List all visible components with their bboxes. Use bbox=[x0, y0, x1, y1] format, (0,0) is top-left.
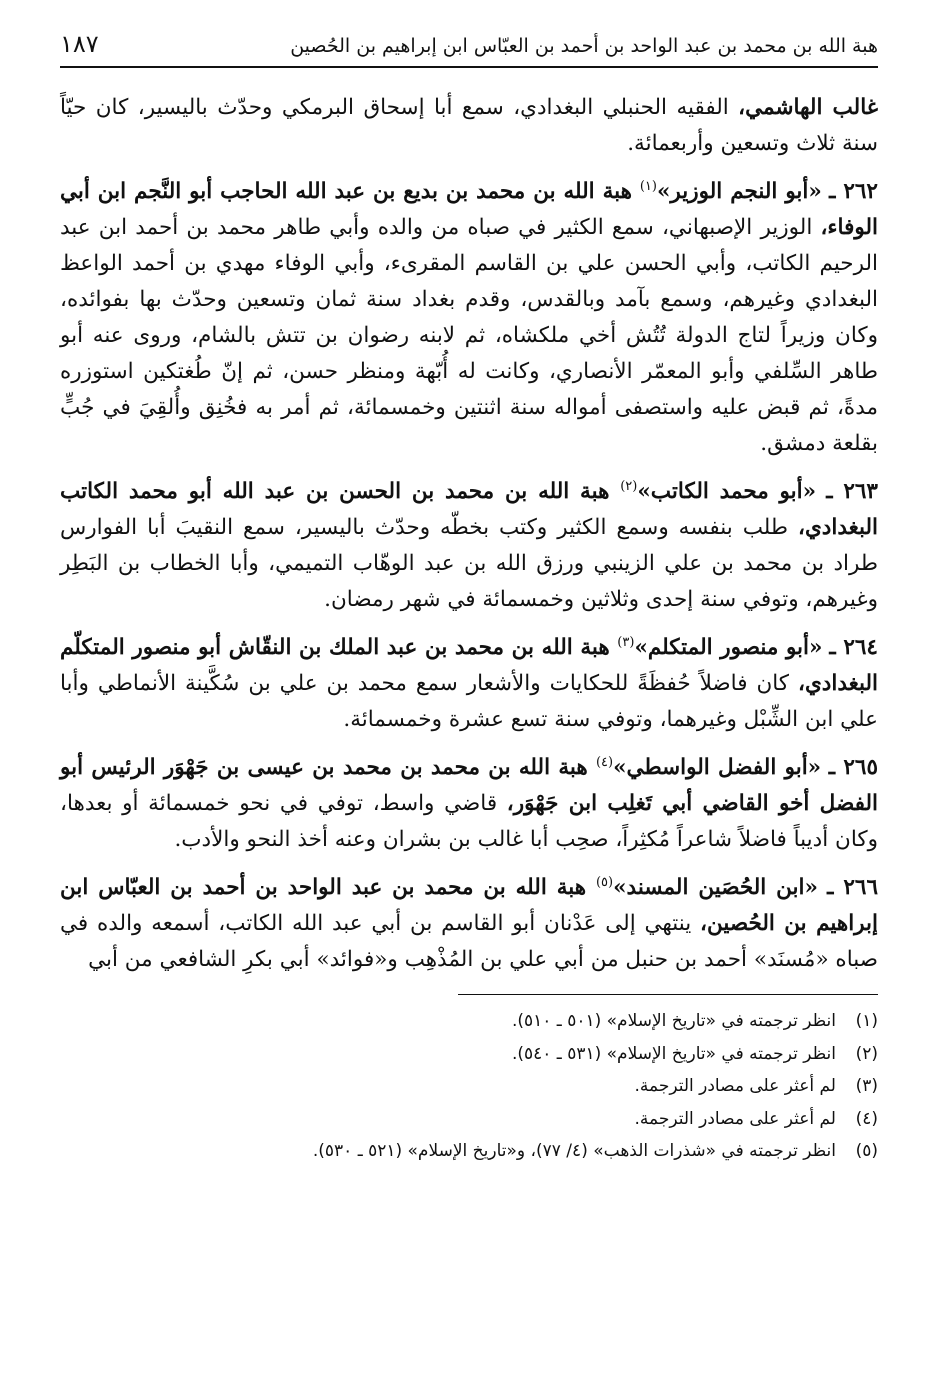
footnote-1 bbox=[60, 1005, 878, 1038]
entry-264 bbox=[60, 630, 878, 738]
footnote-4 bbox=[60, 1103, 878, 1136]
running-header bbox=[60, 30, 878, 68]
entry-name: هبة الله بن محمد بن محمد بن عيسى بن جَهْوَر الرئيس أبو الفضل أخو القاضي أبي تَغلِب ابن جَهْوَر، bbox=[60, 755, 878, 816]
entry-number: ٢٦٦ ـ bbox=[827, 875, 878, 900]
footnote-ref[interactable]: (٥) bbox=[595, 874, 614, 890]
footnote-5 bbox=[60, 1135, 878, 1168]
entry-text: قاضي واسط، توفي في نحو خمسمائة أو بعدها، وكان أديباً فاضلاً شاعراً مُكثِراً، صحِب أبا غالب بن بشران وعنه أخذ النحو والأدب. bbox=[60, 791, 878, 852]
footnote-text: لم أعثر على مصادر الترجمة. bbox=[634, 1108, 836, 1129]
footnote-text: انظر ترجمته في «تاريخ الإسلام» (٥٠١ ـ ٥١٠). bbox=[511, 1011, 836, 1031]
entry-heading: «أبو منصور المتكلم» bbox=[634, 635, 823, 660]
footnote-ref[interactable]: (٤) bbox=[595, 754, 614, 770]
footnote-number: (١) bbox=[855, 1011, 878, 1031]
main-text bbox=[60, 90, 878, 978]
footnote-text: انظر ترجمته في «تاريخ الإسلام» (٥٣١ ـ ٥٤٠). bbox=[511, 1043, 836, 1064]
entry-text: كان فاضلاً حُفظَةً للحكايات والأشعار سمع محمد بن علي بن سُكَّينة الأنماطي وأبا علي ابن الشِّبْل وغيرهما، وتوفي سنة تسع عشرة وخمسمائة. bbox=[60, 671, 878, 732]
entry-name: هبة الله بن محمد بن عبد الواحد بن أحمد بن العبّاس ابن إبراهيم بن الحُصين، bbox=[60, 875, 878, 936]
entry-number: ٢٦٥ ـ bbox=[828, 755, 879, 780]
entry-continuation bbox=[60, 90, 878, 162]
footnote-divider bbox=[458, 994, 878, 995]
footnote-3 bbox=[60, 1070, 878, 1103]
entry-text: ينتهي إلى عَدْنان أبو القاسم بن أبي عبد الله الكاتب، أسمعه والده في صباه «مُسنَد» أحمد بن حنبل من أبي علي بن المُذْهِب و«فوائد» أبي بكرِ الشافعي من أبي bbox=[60, 911, 878, 972]
footnote-number: (٥) bbox=[855, 1141, 878, 1161]
running-title: هبة الله بن محمد بن عبد الواحد بن أحمد بن العبّاس ابن إبراهيم بن الحُصين bbox=[290, 35, 878, 57]
entry-263 bbox=[60, 474, 878, 618]
entry-number: ٢٦٢ ـ bbox=[829, 179, 878, 204]
footnote-number: (٣) bbox=[855, 1076, 878, 1096]
entry-heading: «ابن الحُصَين المسند» bbox=[613, 875, 818, 900]
footnote-ref[interactable]: (٣) bbox=[617, 634, 635, 650]
entry-text: الوزير الإصبهاني، سمع الكثير في صباه من والده وأبي طاهر محمد بن أحمد ابن عبد الرحيم الكاتب، وأبي الحسن علي بن القاسم المقرىء، وأبي الوفاء مهدي بن أحمد الواعظ البغدادي وغيرهم، وسمع بآمد وبالقدس، وقدم بغداد سنة ثمان وتسعين وحدّث بها بفوائده، وكان وزيراً لتاج الدولة تُتُش أخي ملكشاه، ثم لابنه رضوان بن تتش بالشام، وروى عنه أبو طاهر السِّلفي وأبو المعمّر الأنصاري، وكانت له أُبّهة ومنظر حسن، ثم إنّ طُغتكين استوزره مدةً، ثم قبض عليه واستصفى أمواله سنة اثنتين وخمسمائة، ثم أمر به فخُنِق وأُلقِيَ في جُبٍّ بقلعة دمشق. bbox=[60, 215, 878, 456]
entry-name: هبة الله بن محمد بن عبد الملك بن النقّاش أبو منصور المتكلّم البغدادي، bbox=[60, 635, 878, 696]
page bbox=[60, 30, 878, 1168]
footnote-number: (٤) bbox=[855, 1108, 878, 1129]
entry-heading: «أبو محمد الكاتب» bbox=[637, 479, 817, 504]
entry-266 bbox=[60, 870, 878, 978]
entry-heading: «أبو الفضل الواسطي» bbox=[613, 755, 822, 780]
entry-lead: غالب الهاشمي، bbox=[738, 95, 878, 120]
footnote-number: (٢) bbox=[855, 1043, 878, 1064]
footnote-text: انظر ترجمته في «شذرات الذهب» (٤/ ٧٧)، و«تاريخ الإسلام» (٥٢١ ـ ٥٣٠). bbox=[312, 1141, 836, 1161]
entry-name: هبة الله بن محمد بن بديع بن عبد الله الحاجب أبو النَّجم ابن أبي الوفاء، bbox=[60, 179, 878, 240]
entry-number: ٢٦٣ ـ bbox=[826, 479, 878, 504]
entry-262 bbox=[60, 174, 878, 462]
page-number: ١٨٧ bbox=[60, 30, 99, 58]
footnote-ref[interactable]: (١) bbox=[639, 178, 657, 194]
entry-heading: «أبو النجم الوزير» bbox=[656, 179, 822, 204]
footnote-2 bbox=[60, 1038, 878, 1071]
footnote-ref[interactable]: (٢) bbox=[620, 478, 638, 494]
entry-265 bbox=[60, 750, 878, 858]
entry-number: ٢٦٤ ـ bbox=[829, 635, 878, 660]
entry-name: هبة الله بن محمد بن الحسن بن عبد الله أبو محمد الكاتب البغدادي، bbox=[60, 479, 878, 540]
entry-text: الفقيه الحنبلي البغدادي، سمع أبا إسحاق البرمكي وحدّث باليسير، كان حيّاً سنة ثلاث وتسعين وأربعمائة. bbox=[60, 95, 878, 156]
footnote-text: لم أعثر على مصادر الترجمة. bbox=[634, 1076, 836, 1096]
entry-text: طلب بنفسه وسمع الكثير وكتب بخطّه وحدّث باليسير، سمع النقيبَ أبا الفوارس طراد بن محمد بن علي الزينبي ورزق الله بن عبد الوهّاب التميمي، وأبا الخطاب بن البَطِر وغيرهم، وتوفي سنة إحدى وثلاثين وخمسمائة في شهر رمضان. bbox=[60, 515, 878, 612]
footnotes bbox=[60, 1005, 878, 1168]
